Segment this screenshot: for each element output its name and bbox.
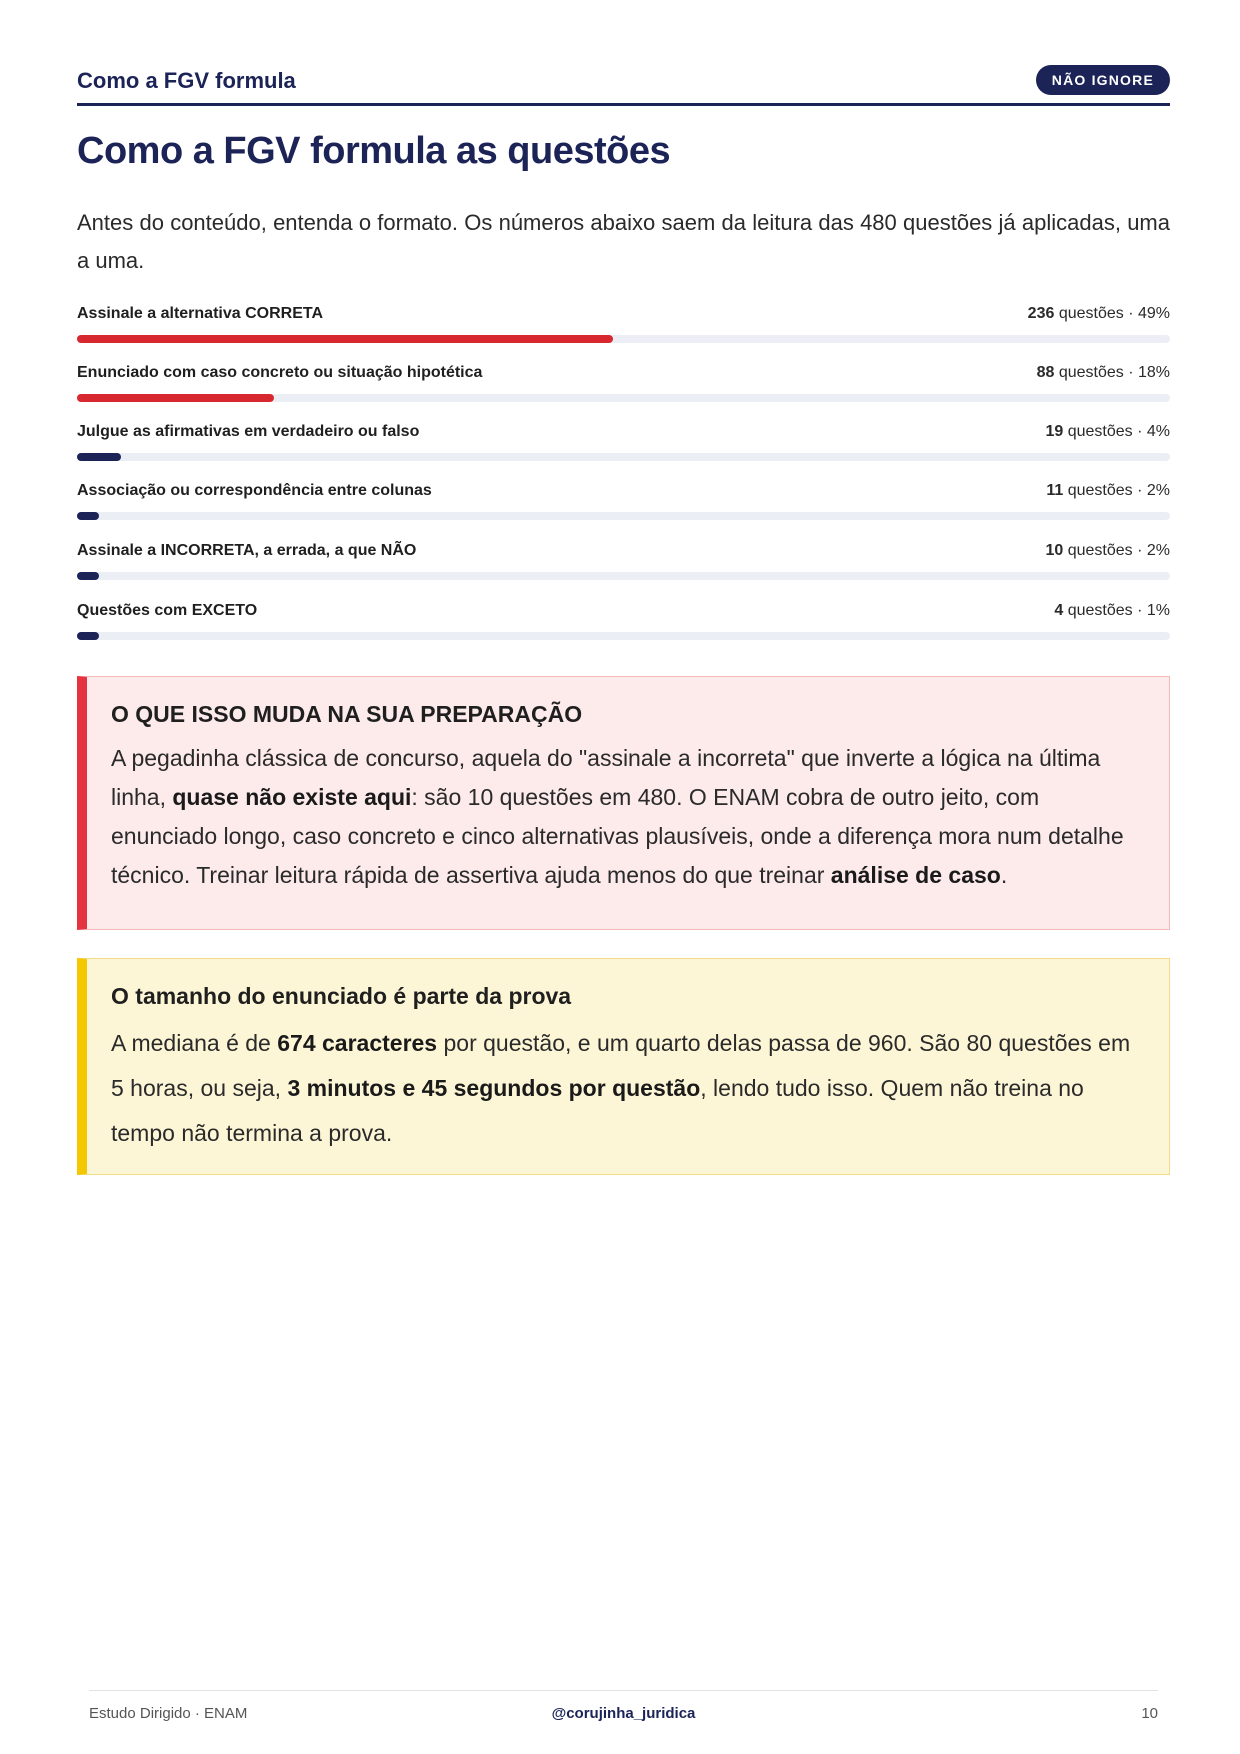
stat-bar-fill <box>77 512 99 520</box>
callout-text-part: A mediana é de <box>111 1030 278 1056</box>
stat-count: 4 <box>1054 602 1064 619</box>
stat-count: 19 <box>1045 423 1064 440</box>
stat-track <box>77 335 1170 343</box>
callout-text-part: A pegadinha clássica de concurso, aquela do "assinale a incorreta" que inverte a lógica na última linha, <box>111 745 1101 810</box>
running-header <box>77 64 1170 106</box>
stat-value <box>1045 542 1170 560</box>
callout-text-part: . <box>1000 862 1008 888</box>
stat-bar-fill <box>77 453 121 461</box>
stat-suffix: questões · 2% <box>1063 482 1170 499</box>
stat-label: Enunciado com caso concreto ou situação hipotética <box>77 364 483 381</box>
stat-track <box>77 394 1170 402</box>
stat-track <box>77 572 1170 580</box>
header-badge: NÃO IGNORE <box>1036 65 1170 95</box>
stat-row <box>77 423 1170 469</box>
stat-suffix: questões · 4% <box>1063 423 1170 440</box>
stat-label: Associação ou correspondência entre colunas <box>77 482 432 499</box>
callout-emphasis: 3 minutos e 45 segundos por questão <box>287 1075 701 1101</box>
page-title: Como a FGV formula as questões <box>77 130 671 172</box>
stat-bar-fill <box>77 572 99 580</box>
statement-length-callout <box>77 958 1170 1175</box>
preparation-callout <box>77 676 1170 930</box>
stat-bar-fill <box>77 632 99 640</box>
footer-left: Estudo Dirigido · ENAM <box>89 1705 248 1722</box>
stat-row <box>77 364 1170 410</box>
stat-suffix: questões · 18% <box>1054 364 1170 381</box>
footer-handle: @corujinha_juridica <box>551 1705 696 1722</box>
document-page <box>77 0 1170 1754</box>
stat-bar-fill <box>77 335 613 343</box>
stat-count: 10 <box>1045 542 1064 559</box>
callout-emphasis: análise de caso <box>830 862 1001 888</box>
stat-label: Assinale a alternativa CORRETA <box>77 305 324 322</box>
callout-heading: O QUE ISSO MUDA NA SUA PREPARAÇÃO <box>111 701 583 727</box>
stat-row <box>77 602 1170 648</box>
callout-emphasis: quase não existe aqui <box>172 784 412 810</box>
stat-row <box>77 482 1170 528</box>
stat-track <box>77 632 1170 640</box>
stat-track <box>77 512 1170 520</box>
stat-label: Assinale a INCORRETA, a errada, a que NÃO <box>77 542 417 559</box>
callout-text <box>111 1021 1141 1156</box>
stat-count: 11 <box>1046 482 1064 499</box>
stat-count: 88 <box>1036 364 1055 381</box>
callout-emphasis: 674 caracteres <box>277 1030 438 1056</box>
page-footer <box>89 1690 1158 1731</box>
intro-paragraph: Antes do conteúdo, entenda o formato. Os números abaixo saem da leitura das 480 questões já aplicadas, uma a uma. <box>77 210 1170 273</box>
callout-heading: O tamanho do enunciado é parte da prova <box>111 983 572 1009</box>
page-number: 10 <box>1141 1705 1158 1722</box>
header-title: Como a FGV formula <box>77 68 296 93</box>
stat-suffix: questões · 2% <box>1063 542 1170 559</box>
callout-body <box>111 699 1141 895</box>
stat-value <box>1045 423 1170 441</box>
stat-row <box>77 305 1170 351</box>
stat-value <box>1037 364 1170 382</box>
stat-value <box>1046 482 1170 500</box>
stat-row <box>77 542 1170 588</box>
stat-track <box>77 453 1170 461</box>
stat-bar-fill <box>77 394 274 402</box>
callout-body <box>111 981 1141 1156</box>
callout-text-part: , lendo tudo isso. Quem não treina no tempo não termina a prova. <box>111 1075 1084 1146</box>
stat-suffix: questões · 49% <box>1054 305 1170 322</box>
callout-text-part: por questão, e um quarto delas passa de 960. São 80 questões em 5 horas, ou seja, <box>111 1030 1131 1101</box>
stat-label: Questões com EXCETO <box>77 602 258 619</box>
stat-suffix: questões · 1% <box>1063 602 1170 619</box>
callout-text <box>111 739 1141 895</box>
stat-value <box>1054 602 1170 620</box>
stat-label: Julgue as afirmativas em verdadeiro ou falso <box>77 423 420 440</box>
callout-text-part: : são 10 questões em 480. O ENAM cobra de outro jeito, com enunciado longo, caso concreto e cinco alternativas plausíveis, onde a diferença mora num detalhe técnico. Treinar leitura rápida de assertiva ajuda menos do que treinar <box>111 784 1124 888</box>
stat-count: 236 <box>1027 305 1055 322</box>
stat-value <box>1028 305 1170 323</box>
